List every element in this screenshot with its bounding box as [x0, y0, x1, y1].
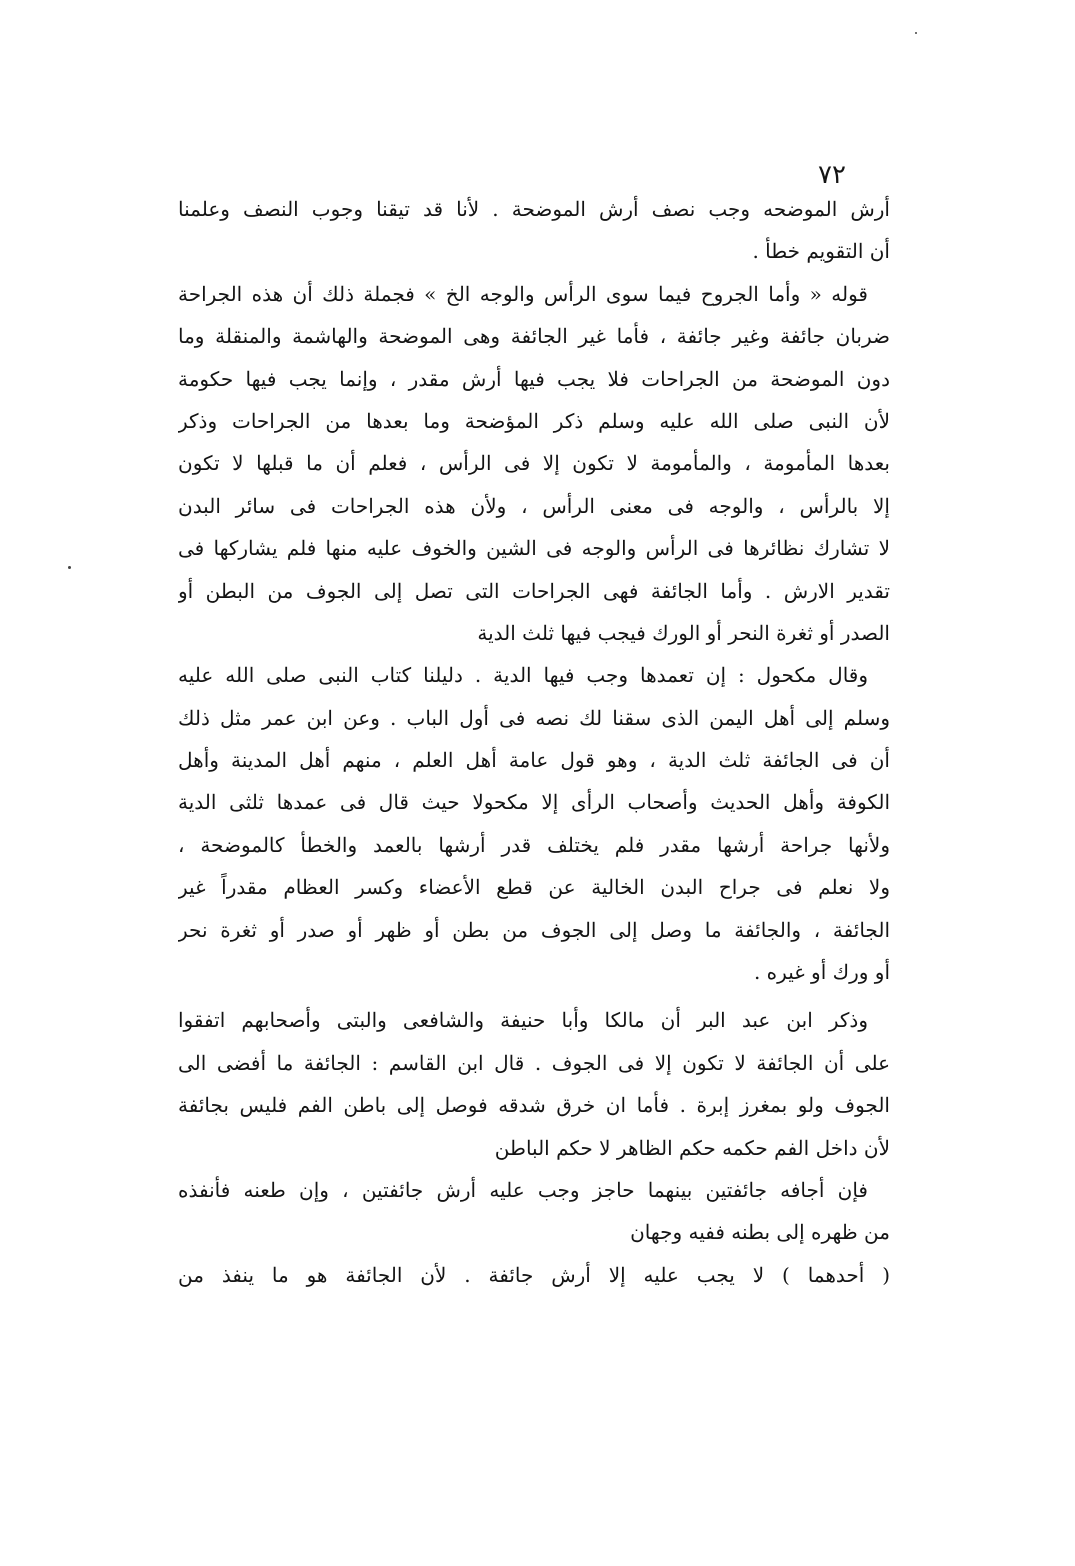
text-line: أو ورك أو غيره .: [753, 960, 890, 985]
text-line: أرش الموضحه وجب نصف أرش الموضحة . لأنا قد تيقنا وجوب النصف وعلمنا: [178, 197, 890, 221]
text-line: دون الموضحة من الجراحات فلا يجب فيها أرش مقدر ، وإنما يجب فيها حكومة: [178, 366, 890, 391]
text-line: ضربان جائفة وغير جائفة ، فأما غير الجائفة وهى الموضحة والهاشمة والمنقلة وما: [178, 324, 890, 349]
text-line: بعدها المأمومة ، والمأمومة لا تكون إلا فى الرأس ، فعلم أن ما قبلها لا تكون: [178, 451, 890, 476]
text-line: الصدر أو ثغرة النحر أو الورك فيجب فيها ثلث الدية: [477, 620, 890, 645]
paragraph-4: [178, 999, 890, 1169]
text-line: أن فى الجائفة ثلث الدية ، وهو قول عامة أهل العلم ، منهم أهل المدينة وأهل: [178, 748, 890, 773]
text-line: لأن النبى صلى الله عليه وسلم ذكر المؤضحة وما بعدها من الجراحات وذكر: [178, 408, 890, 433]
text-line: فإن أجافه جائفتين بينهما حاجز وجب عليه أرش جائفتين ، وإن طعنه فأنفذه: [178, 1177, 868, 1202]
paragraph-3: [178, 654, 890, 993]
scan-speck: [915, 32, 917, 34]
paragraph-6: [178, 1254, 890, 1296]
text-line: لأن داخل الفم حكمه حكم الظاهر لا حكم الباطن: [494, 1135, 890, 1160]
text-line: ولا نعلم فى جراح البدن الخالية عن قطع الأعضاء وكسر العظام مقدراً غير: [178, 875, 890, 900]
text-line: الجائفة ، والجائفة ما وصل إلى الجوف من بطن أو ظهر أو صدر أو ثغرة نحر: [178, 917, 890, 942]
text-line: تقدير الارش . وأما الجائفة فهى الجراحات التى تصل إلى الجوف من البطن أو: [178, 578, 890, 603]
paragraph-1: [178, 188, 890, 273]
text-line: قوله « وأما الجروح فيما سوى الرأس والوجه الخ » فجملة ذلك أن هذه الجراحة: [178, 281, 868, 306]
paragraph-5: [178, 1169, 890, 1254]
page-number: ٧٢: [818, 160, 846, 190]
text-line: الجوف ولو بمغرز إبرة . فأما ان خرق شدقه فوصل إلى باطن الفم فليس بجائفة: [178, 1093, 890, 1118]
text-line: ولأنها جراحة أرشها مقدر فلم يختلف قدر أرشها بالعمد والخطأ كالموضحة ،: [178, 832, 890, 857]
text-line: على أن الجائفة لا تكون إلا فى الجوف . قال ابن القاسم : الجائفة ما أفضى الى: [178, 1050, 890, 1075]
text-line: من ظهره إلى بطنه ففيه وجهان: [630, 1220, 890, 1245]
text-line: الكوفة وأهل الحديث وأصحاب الرأى إلا مكحولا حيث قال فى عمدها ثلثى الدية: [178, 790, 890, 815]
text-line: ( أحدهما ) لا يجب عليه إلا أرش جائفة . لأن الجائفة هو ما ينفذ من: [178, 1262, 890, 1287]
body-text: [178, 188, 890, 1296]
text-line: أن التقويم خطأ .: [752, 239, 890, 264]
scan-speck: [68, 566, 71, 569]
text-line: وذكر ابن عبد البر أن مالكا وأبا حنيفة والشافعى والبتى وأصحابهم اتفقوا: [178, 1008, 868, 1033]
text-line: لا تشارك نظائرها فى الرأس والوجه فى الشين والخوف عليه منها فلم يشاركها فى: [178, 536, 890, 561]
paragraph-2: [178, 273, 890, 655]
text-line: وسلم إلى أهل اليمن الذى سقنا لك نصه فى أول الباب . وعن ابن عمر مثل ذلك: [178, 705, 890, 730]
text-line: وقال مكحول : إن تعمدها وجب فيها الدية . دليلنا كتاب النبى صلى الله عليه: [178, 663, 868, 688]
text-line: إلا بالرأس ، والوجه فى معنى الرأس ، ولأن هذه الجراحات فى سائر البدن: [178, 493, 890, 518]
